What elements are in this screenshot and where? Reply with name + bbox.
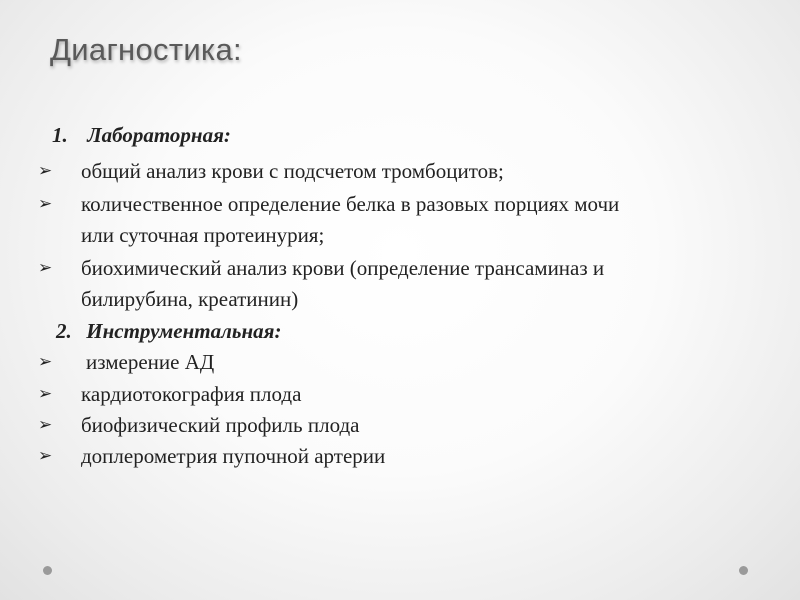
section-title: Инструментальная:: [86, 319, 282, 343]
bullet-arrow-icon: ➢: [38, 415, 53, 434]
section-title: Лабораторная:: [87, 123, 231, 147]
list-item: биофизический профиль плода: [81, 413, 360, 437]
bullet-arrow-icon: ➢: [38, 384, 53, 403]
corner-dot-icon: [739, 566, 748, 575]
list-item: общий анализ крови с подсчетом тромбоцитов;: [81, 159, 504, 183]
bullet-arrow-icon: ➢: [38, 161, 53, 180]
bullet-arrow-icon: ➢: [38, 352, 53, 371]
bullet-arrow-icon: ➢: [38, 194, 53, 213]
corner-dot-icon: [43, 566, 52, 575]
list-item: измерение АД: [86, 350, 215, 374]
list-item-continuation: или суточная протеинурия;: [81, 223, 325, 247]
bullet-arrow-icon: ➢: [38, 446, 53, 465]
section-heading: [56, 319, 281, 343]
list-item: биохимический анализ крови (определение трансаминаз и: [81, 256, 605, 280]
list-item: кардиотокография плода: [81, 382, 302, 406]
list-item: количественное определение белка в разовых порциях мочи: [81, 192, 620, 216]
section-heading: [52, 123, 231, 147]
slide-title: Диагностика:: [50, 32, 242, 67]
section-number: 2.: [56, 319, 72, 343]
bullet-arrow-icon: ➢: [38, 258, 53, 277]
list-item: доплерометрия пупочной артерии: [81, 444, 386, 468]
list-item-continuation: билирубина, креатинин): [81, 287, 299, 311]
section-number: 1.: [52, 123, 68, 147]
